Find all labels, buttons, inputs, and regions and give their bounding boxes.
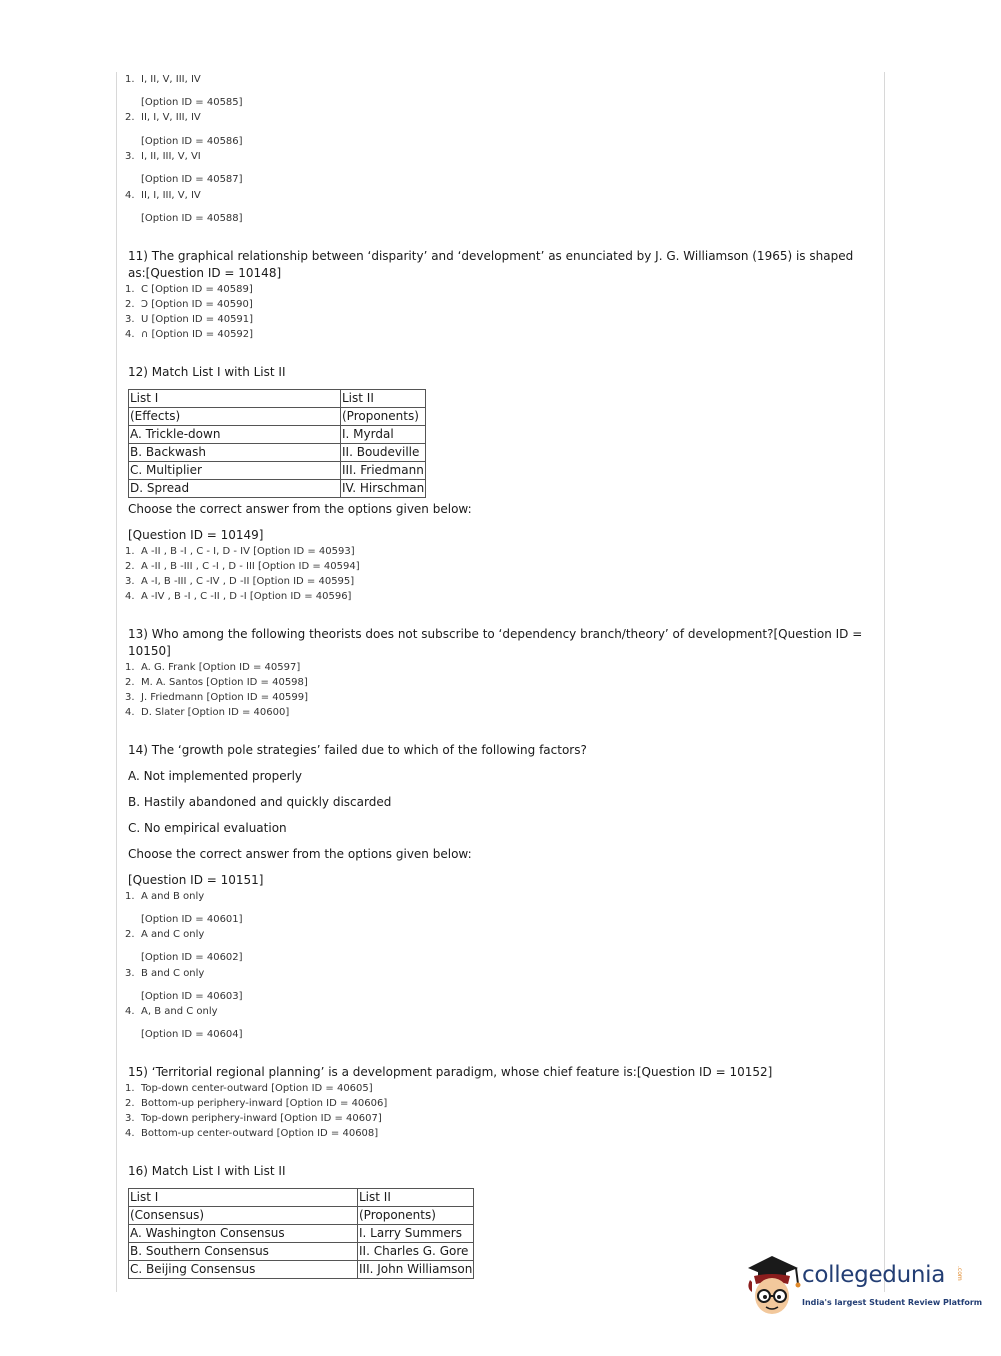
q12-option-3: 3. A -I, B -III , C -IV , D -II [Option ID = 40595]	[125, 576, 355, 587]
table-row	[129, 1243, 474, 1261]
table-row	[129, 1207, 474, 1225]
list2-cell: I. Myrdal	[341, 426, 426, 444]
q14-option-2-id: [Option ID = 40602]	[141, 952, 243, 963]
list2-cell: I. Larry Summers	[358, 1225, 474, 1243]
q11-question-line2: as:[Question ID = 10148]	[128, 266, 282, 280]
list1-cell: A. Trickle-down	[129, 426, 341, 444]
table-row	[129, 426, 426, 444]
q12-choose-instruction: Choose the correct answer from the options given below:	[128, 502, 472, 516]
list2-cell: (Proponents)	[341, 408, 426, 426]
q14-statement-a: A. Not implemented properly	[128, 769, 303, 783]
q13-question-line1: 13) Who among the following theorists does not subscribe to ‘dependency branch/theory’ of development?[Question ID =	[128, 627, 863, 641]
q13-option-1: 1. A. G. Frank [Option ID = 40597]	[125, 662, 301, 673]
list2-cell: List II	[341, 390, 426, 408]
list1-cell: List I	[129, 390, 341, 408]
list1-cell: D. Spread	[129, 480, 341, 498]
q15-option-2: 2. Bottom-up periphery-inward [Option ID = 40606]	[125, 1098, 388, 1109]
table-row	[129, 1261, 474, 1279]
list1-cell: B. Backwash	[129, 444, 341, 462]
mascot-icon	[742, 1252, 802, 1320]
table-row	[129, 390, 426, 408]
q12-option-4: 4. A -IV , B -I , C -II , D -I [Option ID = 40596]	[125, 591, 352, 602]
q14-question: 14) The ‘growth pole strategies’ failed due to which of the following factors?	[128, 743, 587, 757]
list1-cell: List I	[129, 1189, 358, 1207]
q11-option-3: 3. U [Option ID = 40591]	[125, 314, 254, 325]
q14-statement-c: C. No empirical evaluation	[128, 821, 287, 835]
list1-cell: C. Beijing Consensus	[129, 1261, 358, 1279]
q12-option-2: 2. A -II , B -III , C -I , D - III [Option ID = 40594]	[125, 561, 360, 572]
list2-cell: List II	[358, 1189, 474, 1207]
list1-cell: (Consensus)	[129, 1207, 358, 1225]
q13-option-2: 2. M. A. Santos [Option ID = 40598]	[125, 677, 308, 688]
list2-cell: III. John Williamson	[358, 1261, 474, 1279]
table-row	[129, 462, 426, 480]
q14-option-3: 3. B and C only	[125, 968, 205, 979]
q10-option-2: 2. II, I, V, III, IV	[125, 112, 201, 123]
table-row	[129, 444, 426, 462]
q10-option-4-id: [Option ID = 40588]	[141, 213, 243, 224]
q10-option-3: 3. I, II, III, V, VI	[125, 151, 201, 162]
logo-wordmark: collegedunia	[802, 1262, 946, 1288]
q12-question: 12) Match List I with List II	[128, 365, 286, 379]
q12-question-id: [Question ID = 10149]	[128, 528, 264, 542]
q11-option-1: 1. C [Option ID = 40589]	[125, 284, 253, 295]
q14-option-3-id: [Option ID = 40603]	[141, 991, 243, 1002]
list1-cell: B. Southern Consensus	[129, 1243, 358, 1261]
q14-option-1-id: [Option ID = 40601]	[141, 914, 243, 925]
q13-question-line2: 10150]	[128, 644, 171, 658]
q11-option-4: 4. ∩ [Option ID = 40592]	[125, 329, 254, 340]
q14-option-1: 1. A and B only	[125, 891, 205, 902]
q15-option-1: 1. Top-down center-outward [Option ID = 40605]	[125, 1083, 373, 1094]
table-row	[129, 408, 426, 426]
list1-cell: A. Washington Consensus	[129, 1225, 358, 1243]
list1-cell: C. Multiplier	[129, 462, 341, 480]
q14-choose-instruction: Choose the correct answer from the options given below:	[128, 847, 472, 861]
list2-cell: II. Charles G. Gore	[358, 1243, 474, 1261]
q15-option-3: 3. Top-down periphery-inward [Option ID = 40607]	[125, 1113, 382, 1124]
q10-option-3-id: [Option ID = 40587]	[141, 174, 243, 185]
q13-option-3: 3. J. Friedmann [Option ID = 40599]	[125, 692, 308, 703]
logo-tagline: India's largest Student Review Platform	[802, 1298, 983, 1307]
list2-cell: II. Boudeville	[341, 444, 426, 462]
q11-question-line1: 11) The graphical relationship between ‘disparity’ and ‘development’ as enunciated by J. G. Williamson (1965) is shaped	[128, 249, 854, 263]
q10-option-1-id: [Option ID = 40585]	[141, 97, 243, 108]
q15-option-4: 4. Bottom-up center-outward [Option ID = 40608]	[125, 1128, 379, 1139]
list2-cell: IV. Hirschman	[341, 480, 426, 498]
list2-cell: III. Friedmann	[341, 462, 426, 480]
q11-option-2: 2. Ↄ [Option ID = 40590]	[125, 299, 253, 310]
table-row	[129, 480, 426, 498]
q14-statement-b: B. Hastily abandoned and quickly discarded	[128, 795, 392, 809]
q14-option-4: 4. A, B and C only	[125, 1006, 218, 1017]
q14-option-2: 2. A and C only	[125, 929, 205, 940]
q12-match-table	[128, 389, 426, 498]
q13-option-4: 4. D. Slater [Option ID = 40600]	[125, 707, 290, 718]
q10-option-1: 1. I, II, V, III, IV	[125, 74, 201, 85]
q14-question-id: [Question ID = 10151]	[128, 873, 264, 887]
q16-question: 16) Match List I with List II	[128, 1164, 286, 1178]
logo-domain-suffix: .com	[956, 1266, 963, 1281]
q10-option-4: 4. II, I, III, V, IV	[125, 190, 201, 201]
list1-cell: (Effects)	[129, 408, 341, 426]
q12-option-1: 1. A -II , B -I , C - I, D - IV [Option ID = 40593]	[125, 546, 355, 557]
page-border-right	[884, 72, 885, 1292]
q10-option-2-id: [Option ID = 40586]	[141, 136, 243, 147]
q14-option-4-id: [Option ID = 40604]	[141, 1029, 243, 1040]
table-row	[129, 1189, 474, 1207]
table-row	[129, 1225, 474, 1243]
page-border-left	[116, 72, 117, 1292]
q16-match-table	[128, 1188, 474, 1279]
collegedunia-logo	[742, 1252, 983, 1322]
q15-question: 15) ‘Territorial regional planning’ is a development paradigm, whose chief feature is:[Question ID = 10152]	[128, 1065, 773, 1079]
list2-cell: (Proponents)	[358, 1207, 474, 1225]
